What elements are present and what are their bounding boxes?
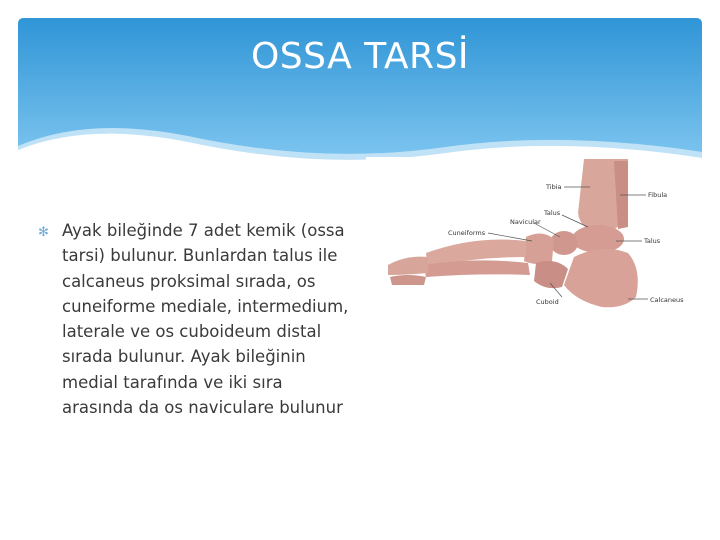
label-talus-top: Talus — [544, 209, 561, 217]
foot-bones-illustration — [366, 157, 695, 339]
label-fibula: Fibula — [648, 191, 668, 199]
label-talus-right: Talus — [644, 237, 661, 245]
label-navicular: Navicular — [510, 218, 541, 226]
label-cuneiforms: Cuneiforms — [448, 229, 486, 237]
bullet-icon: ✻ — [38, 225, 49, 240]
talus-bone — [572, 225, 624, 253]
label-calcaneus: Calcaneus — [650, 296, 684, 304]
slide-title: OSSA TARSİ — [250, 36, 470, 77]
label-tibia: Tibia — [546, 183, 562, 191]
label-cuboid: Cuboid — [536, 298, 559, 306]
navicular-bone — [550, 231, 578, 255]
bullet-text: Ayak bileğinde 7 adet kemik (ossa tarsi) bulunur. Bunlardan talus ile calcaneus proksimal sırada, os cuneiforme mediale, intermedium, laterale ve os cuboideum distal sırada bulunur. Ayak bileğinin medial tarafında ve iki sıra arasında da os naviculare bulunur — [62, 221, 349, 418]
cuneiform-bones — [524, 233, 554, 264]
bullet-paragraph — [38, 218, 352, 420]
